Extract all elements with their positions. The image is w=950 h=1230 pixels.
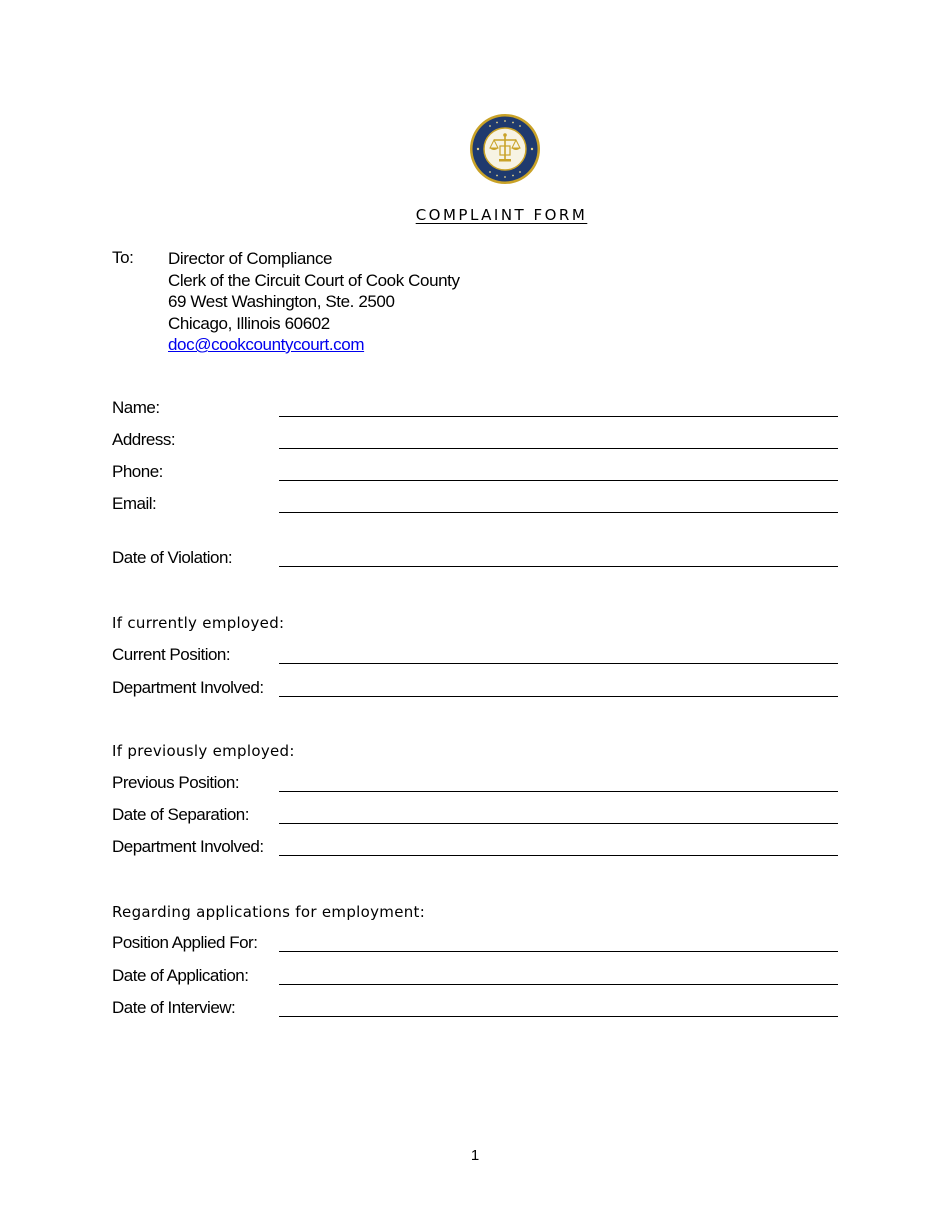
current-department-field[interactable] [112,678,840,702]
email-field[interactable] [112,494,840,518]
name-input-line[interactable] [279,416,838,417]
previous-position-input-line[interactable] [279,791,838,792]
name-field[interactable] [112,398,840,422]
section-heading-applications: Regarding applications for employment: [112,903,426,921]
phone-input-line[interactable] [279,480,838,481]
phone-field[interactable] [112,462,840,486]
field-label: Department Involved: [112,678,264,697]
previous-position-field[interactable] [112,773,840,797]
field-label: Department Involved: [112,837,264,856]
current-position-input-line[interactable] [279,663,838,664]
date-of-interview-field[interactable] [112,998,840,1022]
date-of-application-input-line[interactable] [279,984,838,985]
recipient-email-link[interactable]: doc@cookcountycourt.com [168,335,365,354]
field-label: Current Position: [112,645,231,664]
current-department-input-line[interactable] [279,696,838,697]
field-label: Previous Position: [112,773,240,792]
address-field[interactable] [112,430,840,454]
field-label: Email: [112,494,157,513]
recipient-line: Director of Compliance [168,249,333,268]
field-label: Date of Violation: [112,548,233,567]
email-input-line[interactable] [279,512,838,513]
recipient-line: Chicago, Illinois 60602 [168,313,330,333]
field-label: Date of Interview: [112,998,236,1017]
date-of-application-field[interactable] [112,966,840,990]
section-heading-previous: If previously employed: [112,742,295,760]
field-label: Phone: [112,462,163,481]
field-label: Name: [112,398,160,417]
field-label: Date of Separation: [112,805,249,824]
recipient-line: 69 West Washington, Ste. 2500 [168,292,395,311]
field-label: Position Applied For: [112,933,258,952]
field-label: Date of Application: [112,966,249,985]
page-number: 1 [470,1147,480,1164]
previous-department-field[interactable] [112,837,840,861]
recipient-line: Clerk of the Circuit Court of Cook County [168,270,460,290]
recipient-address [168,248,460,356]
previous-department-input-line[interactable] [279,855,838,856]
date-of-separation-input-line[interactable] [279,823,838,824]
page-title: COMPLAINT FORM [415,206,588,224]
current-position-field[interactable] [112,645,840,669]
date-of-violation-field[interactable] [112,548,840,572]
position-applied-input-line[interactable] [279,951,838,952]
field-label: Address: [112,430,176,449]
to-label: To: [112,248,134,267]
circuit-court-seal-icon [469,113,541,185]
date-of-interview-input-line[interactable] [279,1016,838,1017]
position-applied-field[interactable] [112,933,840,957]
address-input-line[interactable] [279,448,838,449]
date-of-violation-input-line[interactable] [279,566,838,567]
date-of-separation-field[interactable] [112,805,840,829]
section-heading-current: If currently employed: [112,614,285,632]
